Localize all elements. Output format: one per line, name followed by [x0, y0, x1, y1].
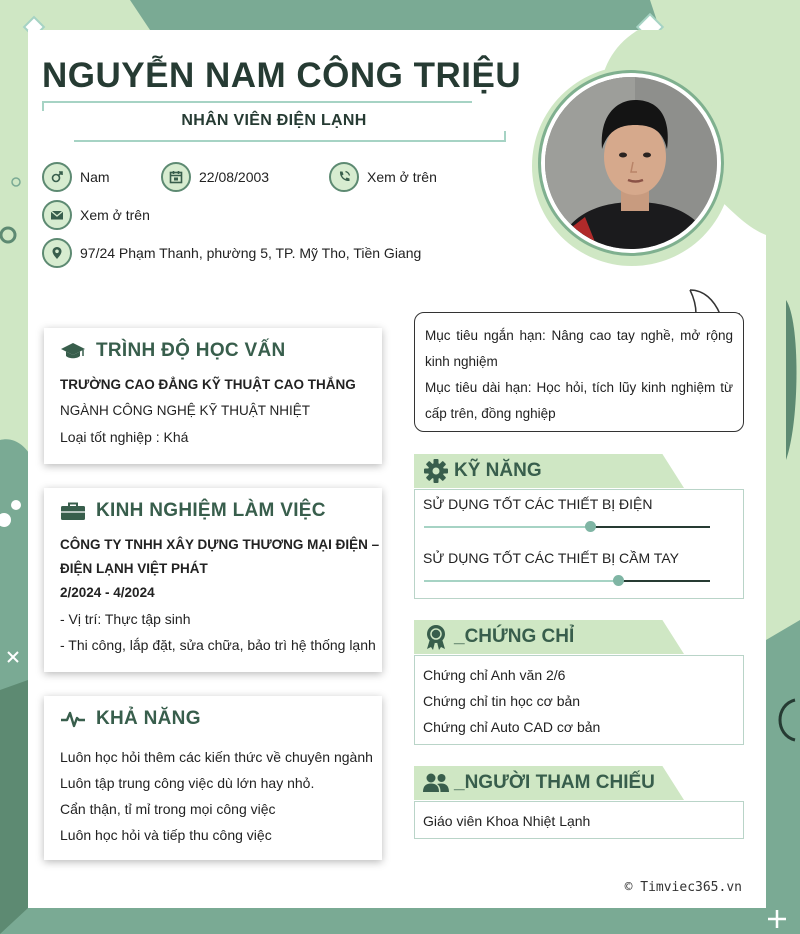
long-term-objective: Mục tiêu dài hạn: Học hỏi, tích lũy kinh nghiệm từ cấp trên, đồng nghiệp — [425, 380, 733, 421]
major-name: NGÀNH CÔNG NGHỆ KỸ THUẬT NHIỆT — [60, 403, 311, 418]
gender-icon — [42, 162, 72, 192]
address-value: 97/24 Phạm Thanh, phường 5, TP. Mỹ Tho, Tiền Giang — [80, 245, 422, 261]
copyright-text: © Timviec365.vn — [624, 880, 742, 895]
briefcase-icon — [60, 501, 86, 521]
skills-heading — [414, 454, 684, 488]
phone-info — [329, 162, 437, 192]
references-heading — [414, 766, 684, 800]
heartbeat-icon — [60, 709, 86, 729]
skill-label: SỬ DỤNG TỐT CÁC THIẾT BỊ CẦM TAY — [423, 550, 679, 566]
ability-item: Cẩn thận, tỉ mỉ trong mọi công việc — [60, 801, 276, 817]
location-pin-icon — [42, 238, 72, 268]
education-heading — [60, 340, 382, 362]
company-name-line-2: ĐIỆN LẠNH VIỆT PHÁT — [60, 561, 208, 576]
calendar-icon — [161, 162, 191, 192]
gender-info — [42, 162, 110, 192]
award-ribbon-icon — [422, 623, 450, 651]
skill-bar-fill — [424, 580, 618, 582]
career-objective-bubble — [414, 312, 744, 432]
skill-bar — [424, 580, 710, 582]
job-title: NHÂN VIÊN ĐIỆN LẠNH — [181, 112, 367, 129]
certificates-heading-text: _CHỨNG CHỈ — [454, 626, 575, 647]
name-underline-tick — [42, 101, 44, 111]
certificates-box — [414, 655, 744, 745]
education-heading-text: TRÌNH ĐỘ HỌC VẤN — [96, 340, 286, 361]
skills-box — [414, 489, 744, 599]
users-icon — [422, 771, 450, 795]
graduation-grade: Loại tốt nghiệp : Khá — [60, 429, 189, 445]
references-heading-text: _NGƯỜI THAM CHIẾU — [454, 772, 655, 793]
work-period: 2/2024 - 4/2024 — [60, 585, 155, 600]
school-name: TRƯỜNG CAO ĐẲNG KỸ THUẬT CAO THẮNG — [60, 377, 356, 392]
reference-item: Giáo viên Khoa Nhiệt Lạnh — [423, 813, 591, 829]
certificates-heading — [414, 620, 684, 654]
gear-icon — [422, 457, 450, 485]
certificate-item: Chứng chỉ tin học cơ bản — [423, 693, 581, 709]
short-term-objective: Mục tiêu ngắn hạn: Nâng cao tay nghề, mở rộng kinh nghiệm — [425, 328, 733, 369]
phone-value: Xem ở trên — [367, 169, 437, 185]
avatar-portrait — [545, 77, 721, 253]
skills-heading-text: KỸ NĂNG — [454, 460, 542, 481]
email-info — [42, 200, 150, 230]
abilities-card — [44, 696, 382, 860]
company-name-line-1: CÔNG TY TNHH XÂY DỰNG THƯƠNG MẠI ĐIỆN – — [60, 537, 380, 552]
education-card — [44, 328, 382, 464]
skill-level-knob — [585, 521, 596, 532]
experience-detail: - Thi công, lắp đặt, sửa chữa, bảo trì hệ thống lạnh — [60, 637, 376, 653]
address-info — [42, 238, 421, 268]
gender-value: Nam — [80, 169, 110, 185]
skill-level-knob — [613, 575, 624, 586]
abilities-heading-text: KHẢ NĂNG — [96, 708, 201, 729]
skill-label: SỬ DỤNG TỐT CÁC THIẾT BỊ ĐIỆN — [423, 496, 653, 512]
skill-bar — [424, 526, 710, 528]
birthday-value: 22/08/2003 — [199, 169, 270, 185]
ability-item: Luôn học hỏi và tiếp thu công việc — [60, 827, 272, 843]
experience-card — [44, 488, 382, 672]
experience-heading — [60, 500, 382, 522]
birthday-info — [161, 162, 269, 192]
certificate-item: Chứng chỉ Auto CAD cơ bản — [423, 719, 601, 735]
ability-item: Luôn tập trung công việc dù lớn hay nhỏ. — [60, 775, 315, 791]
job-underline-tick — [504, 131, 506, 142]
experience-detail: - Vị trí: Thực tập sinh — [60, 611, 191, 627]
experience-heading-text: KINH NGHIỆM LÀM VIỆC — [96, 500, 326, 521]
abilities-heading — [60, 708, 382, 730]
name-underline — [42, 101, 472, 103]
references-box — [414, 801, 744, 839]
email-value: Xem ở trên — [80, 207, 150, 223]
candidate-name: NGUYỄN NAM CÔNG TRIỆU — [42, 56, 522, 95]
envelope-icon — [42, 200, 72, 230]
job-underline — [74, 140, 506, 142]
avatar — [541, 73, 721, 253]
phone-icon — [329, 162, 359, 192]
certificate-item: Chứng chỉ Anh văn 2/6 — [423, 667, 566, 683]
skill-bar-fill — [424, 526, 590, 528]
graduation-cap-icon — [60, 341, 86, 361]
ability-item: Luôn học hỏi thêm các kiến thức về chuyên ngành — [60, 749, 373, 765]
